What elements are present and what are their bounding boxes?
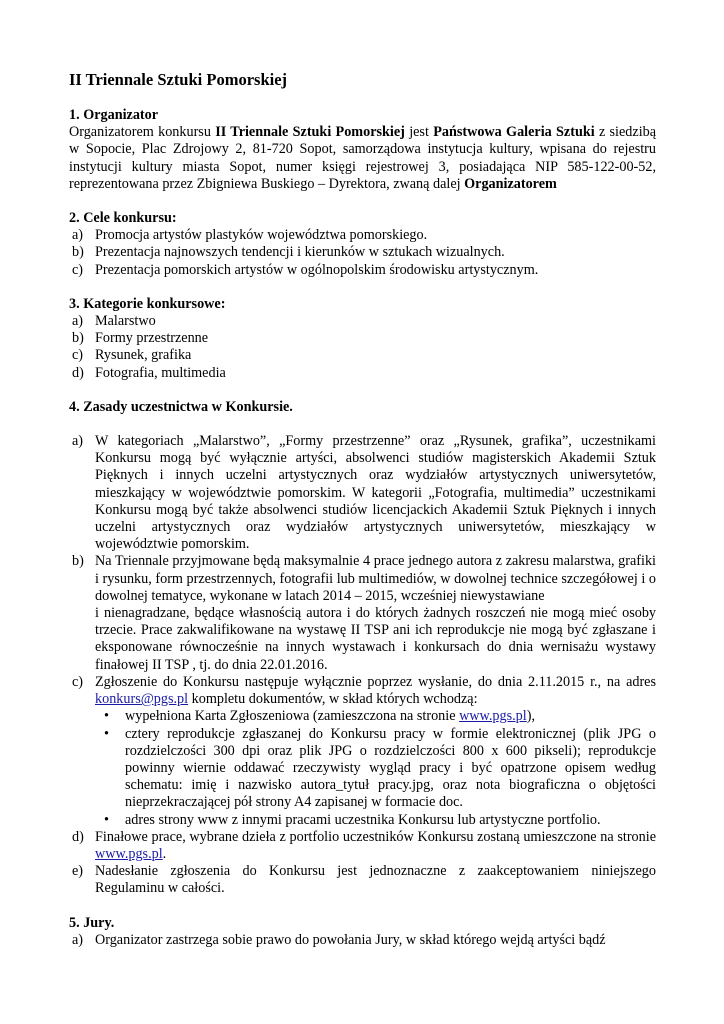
bullet-item: • wypełniona Karta Zgłoszeniowa (zamieszczona na stronie www.pgs.pl), (104, 708, 535, 725)
list-item: a) Malarstwo (72, 313, 156, 330)
section-organizer (69, 107, 656, 193)
list-item: a) Promocja artystów plastyków województwa pomorskiego. (72, 227, 428, 244)
section-categories (69, 296, 656, 382)
website-link[interactable]: www.pgs.pl (95, 845, 163, 862)
list-item: d) Finałowe prace, wybrane dzieła z portfolio uczestników Konkursu zostaną umieszczone na stronie www.pgs.pl. (72, 828, 656, 862)
section-heading: 5. Jury. (69, 914, 115, 931)
section-heading: 4. Zasady uczestnictwa w Konkursie. (69, 398, 293, 415)
bullet-item: • adres strony www z innymi pracami uczestnika Konkursu lub artystyczne portfolio. (104, 811, 601, 828)
list-item: b) Prezentacja najnowszych tendencji i kierunków w sztukach wizualnych. (72, 244, 505, 261)
list-item: e) Nadesłanie zgłoszenia do Konkursu jest jednoznaczne z zaakceptowaniem niniejszego Regulaminu w całości. (72, 863, 656, 897)
website-link[interactable]: www.pgs.pl (459, 708, 527, 725)
list-item: b) Na Triennale przyjmowane będą maksymalnie 4 prace jednego autora z zakresu malarstwa, grafiki i rysunku, form przestrzennych, fotografii lub multimediów, w dowolnej technice szczegółowej i o dowolnej tematyce, wykonane w latach 2014 – 2015, wcześniej niewystawiane i nienagradzane, będące własnością autora i do których żadnych roszczeń nie mogą mieć osoby trzecie. Prace zakwalifikowane na wystawę II TSP ani ich reprodukcje nie mogą być zgłaszane i eksponowane równocześnie na innych wystawach i konkursach do dnia wernisażu wystawy finałowej II TSP , tj. do dnia 22.01.2016. (72, 553, 656, 673)
section-rules (69, 399, 656, 898)
section-jury (69, 915, 656, 949)
list-item: b) Formy przestrzenne (72, 330, 209, 347)
bullet-item: • cztery reprodukcje zgłaszanej do Konkursu pracy w formie elektronicznej (plik JPG o rozdzielczości 300 dpi oraz plik JPG o rozdzielczości 800 x 600 pikseli); reprodukcje powinny wiernie oddawać rzeczywisty wygląd pracy i być opatrzone opisem według schematu: imię i nazwisko autora_tytuł pracy.jpg, oraz nota biograficzna o objętości nieprzekraczającej pół strony A4 zapisanej w formacie doc. (104, 725, 656, 811)
list-item: c) Zgłoszenie do Konkursu następuje wyłącznie poprzez wysłanie, do dnia 2.11.2015 r., na adres konkurs@pgs.pl kompletu dokumentów, w skład których wchodzą: • wypełniona Karta Zgłoszeniowa (zamieszczona na stronie www.pgs.pl), • cztery reprodukcje zgłaszanej do Konkursu pracy w formie elektronicznej (plik JPG o rozdzielczości 300 dpi oraz plik JPG o rozdzielczości 800 x 600 pikseli); reprodukcje powinny wiernie oddawać rzeczywisty wygląd pracy i być opatrzone opisem według schematu: imię i nazwisko autora_tytuł pracy.jpg, oraz nota biograficzna o objętości nieprzekraczającej pół strony A4 zapisanej w formacie doc. • adres strony www z innymi pracami uczestnika Konkursu lub artystyczne portfolio. (72, 673, 656, 828)
organizer-paragraph: Organizatorem konkursu II Triennale Sztuki Pomorskiej jest Państwowa Galeria Sztuki z siedzibą w Sopocie, Plac Zdrojowy 2, 81-720 Sopot, samorządowa instytucja kultury, wpisana do rejestru instytucji kultury miasta Sopot, numer księgi rejestrowej 3, posiadająca NIP 585-122-00-52, reprezentowana przez Zbigniewa Buskiego – Dyrektora, zwaną dalej Organizatorem (69, 124, 657, 192)
email-link[interactable]: konkurs@pgs.pl (95, 691, 189, 708)
section-heading: 2. Cele konkursu: (69, 210, 177, 227)
document-title: II Triennale Sztuki Pomorskiej (69, 70, 288, 89)
section-heading: 1. Organizator (69, 107, 159, 123)
list-item: a) Organizator zastrzega sobie prawo do powołania Jury, w skład którego wejdą artyści bądź (72, 931, 606, 948)
list-item: c) Rysunek, grafika (72, 347, 192, 364)
section-heading: 3. Kategorie konkursowe: (69, 295, 226, 312)
list-item: c) Prezentacja pomorskich artystów w ogólnopolskim środowisku artystycznym. (72, 261, 539, 278)
list-item: d) Fotografia, multimedia (72, 364, 226, 381)
list-item: a) W kategoriach „Malarstwo”, „Formy przestrzenne” oraz „Rysunek, grafika”, uczestnikami Konkursu mogą być wyłącznie artyści, absolwenci studiów magisterskich Akademii Sztuk Pięknych i innych uczelni artystycznych oraz wydziałów artystycznych uniwersytetów, mieszkający w województwie pomorskim. W kategorii „Fotografia, multimedia” uczestnikami Konkursu mogą być także absolwenci studiów licencjackich Akademii Sztuk Pięknych i innych uczelni artystycznych oraz wydziałów artystycznych uniwersytetów, mieszkający w województwie pomorskim. (72, 433, 656, 553)
section-goals (69, 210, 656, 279)
document-page (69, 70, 656, 949)
